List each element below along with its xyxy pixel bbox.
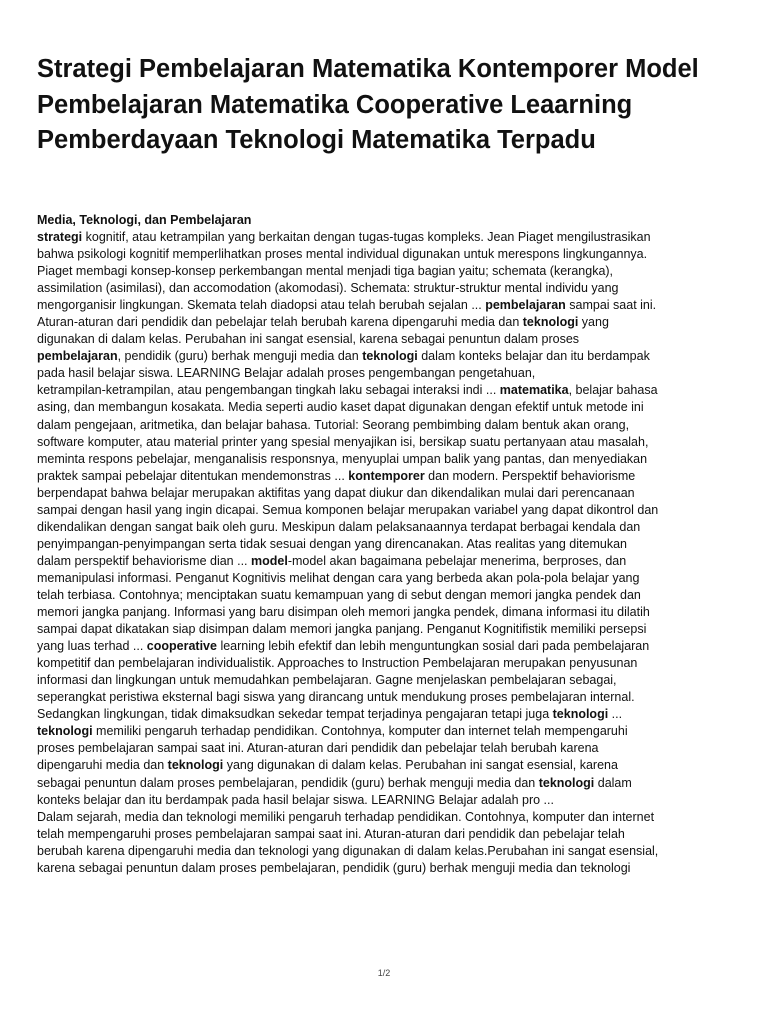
text-run: yang digunakan di dalam kelas. Perubahan ini sangat esensial, karena [223,758,618,773]
keyword-highlight: cooperative [146,639,217,654]
text-run: assimilation (asimilasi), dan accomodation (akomodasi). Schemata: struktur-struktur mental individu yang [37,281,619,296]
text-run: dalam [594,775,632,790]
text-run: memori jangka panjang. Informasi yang baru disimpan oleh memori jangka pendek, dimana informasi itu dilatih [37,605,650,620]
text-line [37,331,737,348]
text-run: learning lebih efektif dan lebih menguntungkan sosial dari pada pembelajaran [216,639,650,654]
text-run: Piaget membagi konsep-konsep perkembangan mental menjadi tiga bagian yaitu; schemata (kerangka), [37,264,614,279]
text-run: memanipulasi informasi. Penganut Kognitivis melihat dengan cara yang berbeda akan pola-pola belajar yang [37,570,640,585]
text-run: dalam perspektif behaviorisme dian ... [37,553,251,568]
text-line [37,417,737,434]
text-run: kompetitif dan pembelajaran individualistik. Approaches to Instruction Pembelajaran merupakan penyusunan [37,656,638,671]
text-run: yang [578,315,609,330]
content-section [37,212,737,877]
text-line [37,382,737,399]
keyword-highlight: pembelajaran [485,298,566,313]
text-line [37,740,737,757]
text-line [37,502,737,519]
text-line [37,570,737,587]
text-run: proses pembelajaran sampai saat ini. Aturan-aturan dari pendidik dan pebelajar telah berubah karena [37,741,599,756]
text-line [37,843,737,860]
text-line [37,604,737,621]
section-title: Media, Teknologi, dan Pembelajaran [37,213,252,227]
text-run: ketrampilan-ketrampilan, atau pengembangan tingkah laku sebagai interaksi indi ... [37,383,500,398]
text-run: -model akan bagaimana pebelajar menerima, berproses, dan [287,553,627,568]
text-run: meminta respons pebelajar, menganalisis responsnya, menyuplai umpan balik yang pantas, dan menyediakan [37,451,648,466]
keyword-highlight: teknologi [362,349,418,364]
text-line [37,314,737,331]
text-run: sampai dapat dikatakan siap disimpan dalam memori jangka panjang. Penganut Kognitifistik memiliki persepsi [37,622,647,637]
text-run: digunakan di dalam kelas. Perubahan ini sangat esensial, karena sebagai penuntun dalam proses [37,332,580,347]
text-line [37,263,737,280]
text-line [37,860,737,877]
text-run: dan modern. Perspektif behaviorisme [424,468,636,483]
text-run: sebagai penuntun dalam proses pembelajaran, pendidik (guru) berhak menguji media dan [37,775,539,790]
keyword-highlight: teknologi [522,315,579,330]
text-run: mengorganisir lingkungan. Skemata telah diadopsi atau telah berubah sejalan ... [37,298,486,313]
keyword-highlight: teknologi [167,758,224,773]
text-run: bahwa psikologi kognitif memperlihatkan proses mental individual digunakan untuk merespons lingkungannya. [37,247,648,262]
text-line [37,229,737,246]
text-run: , pendidik (guru) berhak menguji media dan [117,349,363,364]
text-run: konteks belajar dan itu berdampak pada hasil belajar siswa. LEARNING Belajar adalah pro ... [37,792,554,807]
text-line [37,468,737,485]
body-paragraph [37,229,737,877]
text-run: karena sebagai penuntun dalam proses pembelajaran, pendidik (guru) berhak menguji media dan teknologi [37,860,631,875]
text-line [37,280,737,297]
text-run: berubah karena dipengaruhi media dan teknologi yang digunakan di dalam kelas.Perubahan ini sangat esensial, [37,843,659,858]
text-line [37,621,737,638]
text-run: yang luas terhad ... [37,639,147,654]
text-line [37,365,737,382]
keyword-highlight: matematika [499,383,569,398]
keyword-highlight: kontemporer [348,468,425,483]
page-number: 1/2 [377,968,391,978]
text-run: Aturan-aturan dari pendidik dan pebelajar telah berubah karena dipengaruhi media dan [37,315,523,330]
text-line [37,826,737,843]
text-run: praktek sampai pebelajar ditentukan mendemonstras ... [37,468,349,483]
text-line [37,775,737,792]
text-line [37,246,737,263]
keyword-highlight: pembelajaran [37,349,118,364]
text-run: dipengaruhi media dan [37,758,168,773]
text-run: pada hasil belajar siswa. LEARNING Belajar adalah proses pengembangan pengetahuan, [37,366,536,381]
text-line [37,792,737,809]
text-line [37,348,737,365]
text-run: , belajar bahasa [568,383,658,398]
text-run: sampai dengan hasil yang ingin dicapai. Semua komponen belajar merupakan variabel yang dapat dikontrol dan [37,502,659,517]
keyword-highlight: teknologi [37,724,93,739]
text-run: Sedangkan lingkungan, tidak dimaksudkan sekedar tempat terjadinya pengajaran tetapi juga [37,707,553,722]
text-line [37,809,737,826]
text-run: asing, dan membangun kosakata. Media seperti audio kaset dapat digunakan dengan efektif untuk metode ini [37,400,644,415]
text-run: kognitif, atau ketrampilan yang berkaitan dengan tugas-tugas kompleks. Jean Piaget mengilustrasikan [82,230,651,244]
text-line [37,689,737,706]
text-run: telah mempengaruhi proses pembelajaran sampai saat ini. Aturan-aturan dari pendidik dan pebelajar telah [37,826,625,841]
text-run: software komputer, atau material printer yang spesial menyajikan isi, bersikap suatu pertanyaan atau masalah, [37,434,649,449]
text-run: ... [608,707,623,722]
text-run: sampai saat ini. [565,298,657,313]
text-line [37,451,737,468]
keyword-highlight: teknologi [552,707,609,722]
text-line [37,434,737,451]
text-line [37,638,737,655]
text-line [37,706,737,723]
text-line [37,723,737,740]
text-run: informasi dan lingkungan untuk memudahkan pembelajaran. Gagne menjelaskan pembelajaran sebagai, [37,673,617,688]
text-line [37,519,737,536]
text-line [37,587,737,604]
text-line [37,297,737,314]
text-run: memiliki pengaruh terhadap pendidikan. Contohnya, komputer dan internet telah mempengaruhi [92,724,628,739]
text-run: dalam konteks belajar dan itu berdampak [417,349,650,364]
text-line [37,536,737,553]
text-line [37,672,737,689]
text-run: penyimpangan-penyimpangan serta tidak sesuai dengan yang direncanakan. Atas realitas yang ditemukan [37,536,627,551]
text-run: seperangkat peristiwa eksternal bagi siswa yang dirancang untuk mendukung proses pembelajaran internal. [37,690,635,705]
document-title: Strategi Pembelajaran Matematika Kontemporer Model Pembelajaran Matematika Cooperative Leaarning Pemberdayaan Teknologi Matematika Terpadu [37,55,699,154]
keyword-highlight: teknologi [538,775,595,790]
text-line [37,399,737,416]
text-line [37,655,737,672]
keyword-highlight: strategi [37,230,83,244]
text-run: dalam pengejaan, aritmetika, dan belajar bahasa. Tutorial: Seorang pembimbing dalam bentuk akan orang, [37,417,630,432]
text-run: telah terbiasa. Contohnya; menciptakan suatu kemampuan yang di sebut dengan memori jangka pendek dan [37,587,641,602]
text-run: dikendalikan dengan sangat baik oleh guru. Meskipun dalam pelaksanaannya terdapat berbagai kendala dan [37,519,641,534]
text-run: berpendapat bahwa belajar merupakan aktifitas yang dapat diukur dan dikendalikan mulai dari perencanaan [37,485,635,500]
keyword-highlight: model [251,553,288,568]
text-line [37,485,737,502]
text-run: Dalam sejarah, media dan teknologi memiliki pengaruh terhadap pendidikan. Contohnya, komputer dan internet [37,809,655,824]
text-line [37,757,737,774]
text-line [37,553,737,570]
